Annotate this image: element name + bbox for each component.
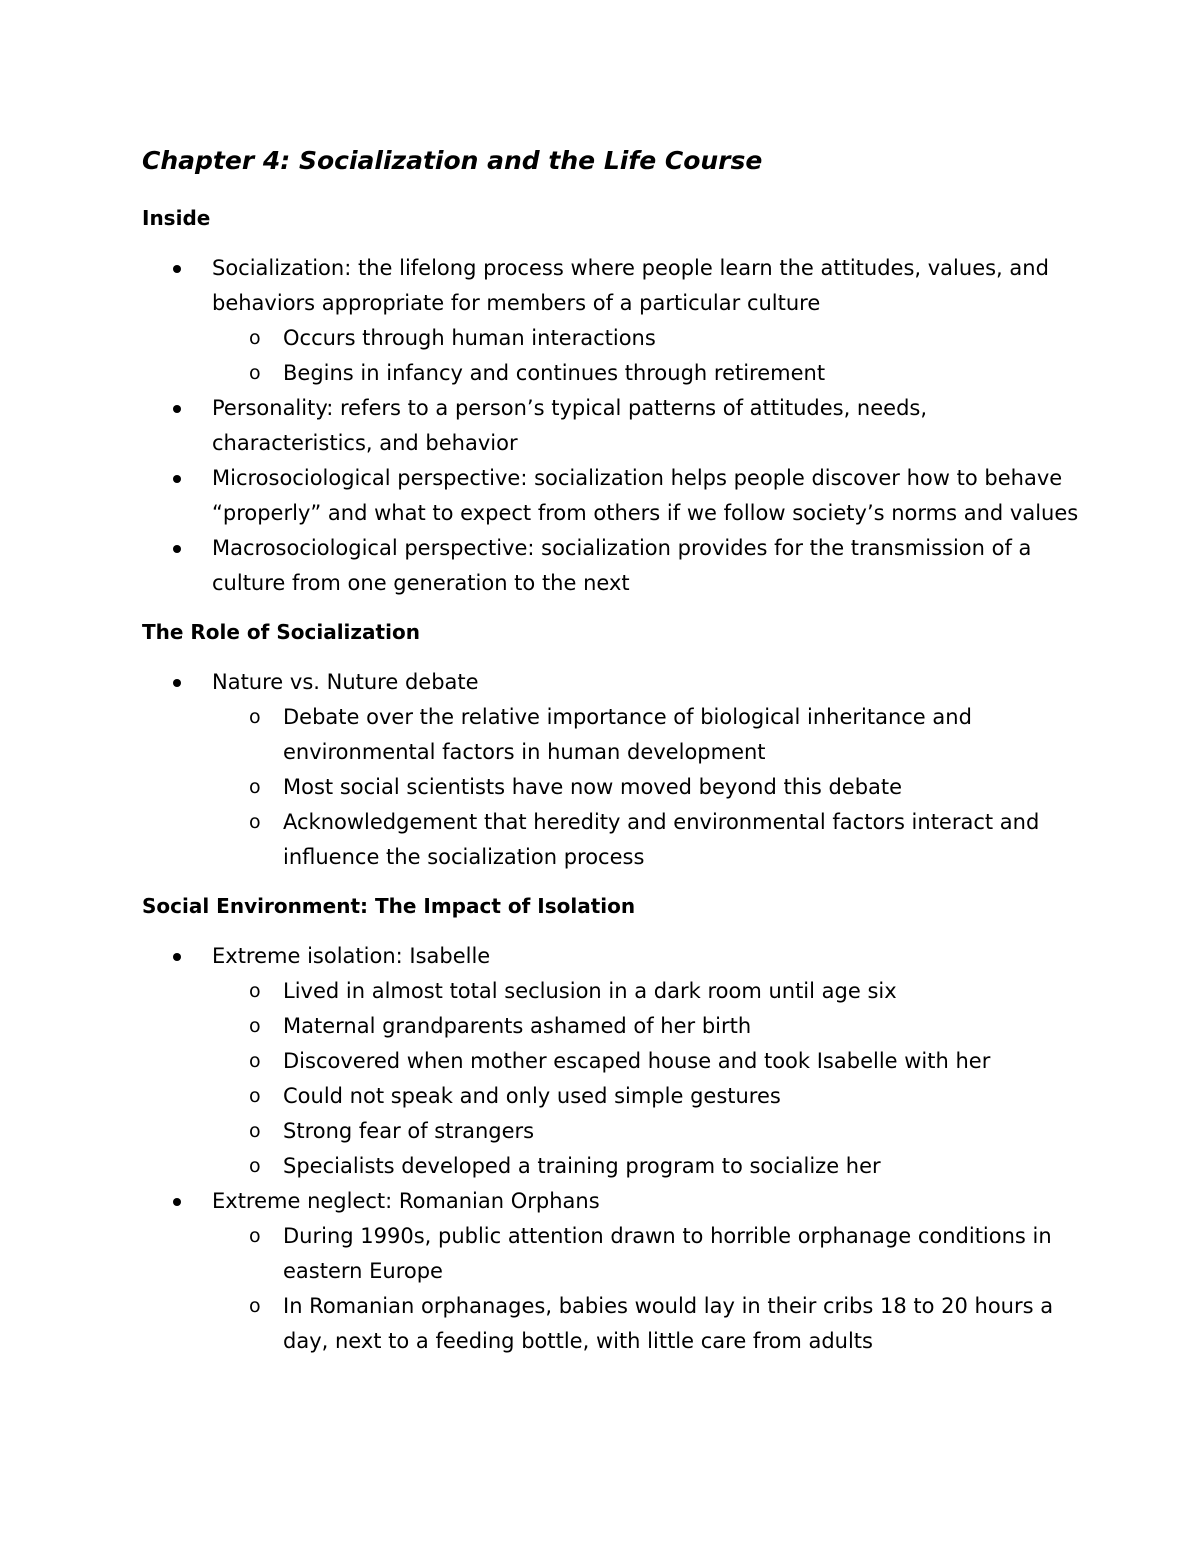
bullet-item [142, 461, 1082, 531]
bullet-list-isolation [142, 939, 1082, 1359]
sub-text: In Romanian orphanages, babies would lay in their cribs 18 to 20 hours a day, next to a feeding bottle, with little care from adults [283, 1294, 1054, 1353]
section-heading-role-of-socialization: The Role of Socialization [142, 620, 420, 644]
circle-bullet-icon: o [249, 1120, 261, 1142]
circle-bullet-icon: o [249, 1225, 261, 1247]
sub-list [212, 700, 1082, 875]
section-heading-social-environment: Social Environment: The Impact of Isolation [142, 894, 636, 918]
bullet-list-inside [142, 251, 1082, 601]
bullet-item [142, 531, 1082, 601]
circle-bullet-icon: o [249, 327, 261, 349]
bullet-text: Nature vs. Nuture debate [212, 670, 479, 694]
sub-text: Most social scientists have now moved beyond this debate [283, 775, 903, 799]
section-heading-inside: Inside [142, 206, 211, 230]
circle-bullet-icon: o [249, 811, 261, 833]
bullet-text: Socialization: the lifelong process where people learn the attitudes, values, and behaviors appropriate for members of a particular culture [212, 256, 1049, 315]
sub-item [212, 356, 1082, 391]
sub-item [212, 700, 1082, 770]
bullet-icon [173, 953, 181, 961]
sub-item [212, 1079, 1082, 1114]
sub-text: During 1990s, public attention drawn to horrible orphanage conditions in eastern Europe [283, 1224, 1052, 1283]
sub-item [212, 1044, 1082, 1079]
bullet-icon [173, 545, 181, 553]
circle-bullet-icon: o [249, 362, 261, 384]
circle-bullet-icon: o [249, 1085, 261, 1107]
circle-bullet-icon: o [249, 1295, 261, 1317]
bullet-text: Extreme neglect: Romanian Orphans [212, 1189, 600, 1213]
circle-bullet-icon: o [249, 1155, 261, 1177]
sub-text: Acknowledgement that heredity and environmental factors interact and influence the socialization process [283, 810, 1040, 869]
bullet-icon [173, 265, 181, 273]
sub-item [212, 805, 1082, 875]
bullet-icon [173, 1198, 181, 1206]
sub-list [212, 974, 1082, 1184]
sub-list [212, 1219, 1082, 1359]
sub-text: Occurs through human interactions [283, 326, 656, 350]
sub-text: Strong fear of strangers [283, 1119, 535, 1143]
sub-item [212, 1289, 1082, 1359]
circle-bullet-icon: o [249, 1050, 261, 1072]
sub-text: Lived in almost total seclusion in a dark room until age six [283, 979, 897, 1003]
bullet-item [142, 1184, 1082, 1359]
bullet-item [142, 665, 1082, 875]
sub-item [212, 974, 1082, 1009]
document-page [142, 143, 1082, 1375]
circle-bullet-icon: o [249, 706, 261, 728]
page-title: Chapter 4: Socialization and the Life Course [142, 146, 763, 175]
sub-item [212, 321, 1082, 356]
sub-text: Specialists developed a training program to socialize her [283, 1154, 881, 1178]
bullet-text: Personality: refers to a person’s typical patterns of attitudes, needs, characteristics, and behavior [212, 396, 928, 455]
sub-text: Maternal grandparents ashamed of her birth [283, 1014, 752, 1038]
bullet-item [142, 251, 1082, 391]
sub-item [212, 1219, 1082, 1289]
bullet-icon [173, 405, 181, 413]
sub-text: Begins in infancy and continues through retirement [283, 361, 826, 385]
sub-item [212, 1114, 1082, 1149]
sub-list [212, 321, 1082, 391]
bullet-text: Macrosociological perspective: socialization provides for the transmission of a culture from one generation to the next [212, 536, 1032, 595]
sub-item [212, 1009, 1082, 1044]
circle-bullet-icon: o [249, 1015, 261, 1037]
bullet-list-role [142, 665, 1082, 875]
bullet-text: Microsociological perspective: socialization helps people discover how to behave “properly” and what to expect from others if we follow society’s norms and values [212, 466, 1079, 525]
sub-text: Debate over the relative importance of biological inheritance and environmental factors in human development [283, 705, 972, 764]
circle-bullet-icon: o [249, 980, 261, 1002]
bullet-icon [173, 475, 181, 483]
bullet-text: Extreme isolation: Isabelle [212, 944, 491, 968]
bullet-item [142, 391, 1082, 461]
sub-item [212, 770, 1082, 805]
sub-text: Could not speak and only used simple gestures [283, 1084, 781, 1108]
sub-text: Discovered when mother escaped house and took Isabelle with her [283, 1049, 991, 1073]
bullet-item [142, 939, 1082, 1184]
circle-bullet-icon: o [249, 776, 261, 798]
bullet-icon [173, 679, 181, 687]
sub-item [212, 1149, 1082, 1184]
